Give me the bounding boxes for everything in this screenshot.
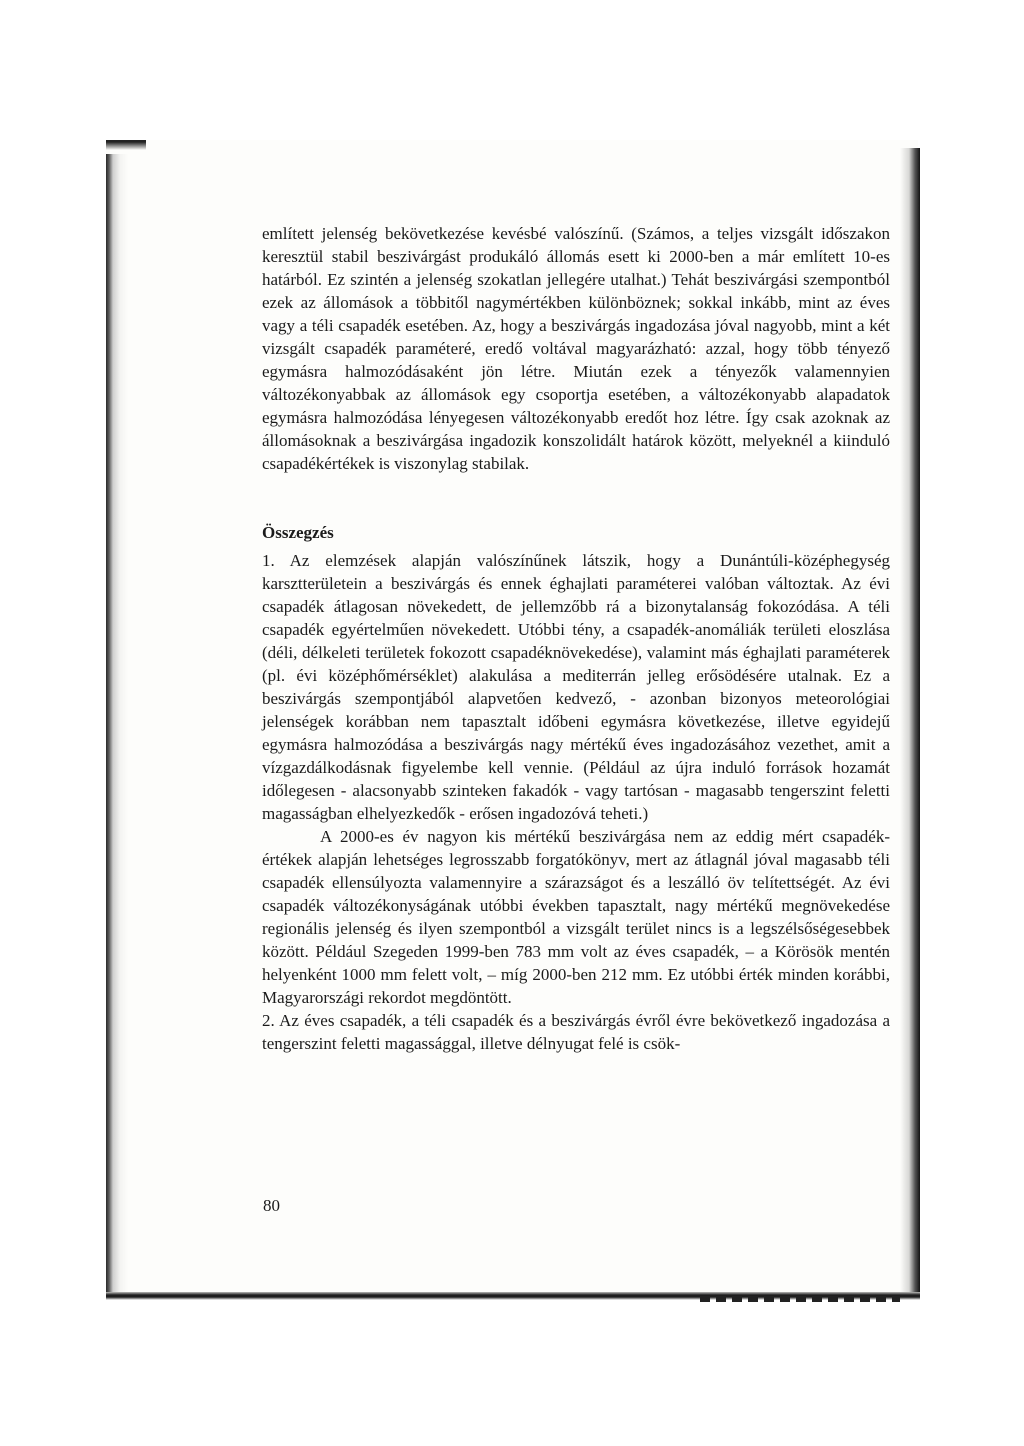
binding-shadow-left xyxy=(106,150,128,1298)
body-text xyxy=(262,222,890,1055)
page-number: 80 xyxy=(263,1196,280,1215)
section-heading-summary: Összegzés xyxy=(262,523,334,542)
page-edge-right xyxy=(900,148,920,1298)
paragraph-intro: említett jelenség bekövetkezése kevésbé valószínű. (Számos, a teljes vizsgált időszakon keresztül stabil beszivárgást produkáló állomás esett ki 2000-ben a már említett 10-es határból. Ez szintén a jelenség szokatlan jellegére utalhat.) Tehát beszivárgási szempontból ezek az állomások a többitől nagymértékben különböznek; sokkal inkább, mint az éves vagy a téli csapadék esetében. Az, hogy a beszivárgás ingadozása jóval nagyobb, mint a két vizsgált csapadék paraméteré, eredő voltával magyarázható: azzal, hogy több tényező egymásra halmozódásaként jön létre. Miután ezek a tényezők valamennyien változékonyabbak az állomások egy csoportja esetében, a változékonyabb alapadatok egymásra halmozódása lényegesen változékonyabb eredőt hoz létre. Így csak azoknak az állomásoknak a beszivárgása ingadozik konszolidált határok között, melyeknél a kiinduló csapadékértékek is viszonylag stabilak. xyxy=(262,224,890,473)
page-corner-shadow xyxy=(106,140,146,154)
paragraph-point-2: 2. Az éves csapadék, a téli csapadék és a beszivárgás évről évre bekövetkező ingadozása a tengerszint feletti magassággal, illetve délnyugat felé is csök- xyxy=(262,1011,890,1053)
page-edge-bottom-dash xyxy=(700,1296,900,1302)
summary-heading-wrap xyxy=(262,521,890,549)
paragraph-point-1-continued: A 2000-es év nagyon kis mértékű beszivárgása nem az eddig mért csapadék-értékek alapján lehetséges legrosszabb forgatókönyv, mert az átlagnál jóval magasabb téli csapadék ellensúlyozta valamennyire a szárazságot és a leszálló öv telítettségét. Az évi csapadék változékonyságának utóbbi években tapasztalt, nagy mértékű megnövekedése regionális jelenség és ilyen szempontból a vizsgált terület nincs is a legszélsőségesebbek között. Például Szegeden 1999-ben 783 mm volt az éves csapadék, – a Körösök mentén helyenként 1000 mm felett volt, – míg 2000-ben 212 mm. Ez utóbbi érték minden korábbi, Magyarországi rekordot megdöntött. xyxy=(262,827,890,1007)
paragraph-point-1: 1. Az elemzések alapján valószínűnek látszik, hogy a Dunántúli-középhegység karsztterületein a beszivárgás és ennek éghajlati paraméterei valóban változtak. Az évi csapadék átlagosan növekedett, de jellemzőbb rá a bizonytalanság fokozódása. A téli csapadék egyértelműen növekedett. Utóbbi tény, a csapadék-anomáliák területi eloszlása (déli, délkeleti területek fokozott csapadéknövekedése), valamint más éghajlati paraméterek (pl. évi középhőmérséklet) alakulása a mediterrán jelleg erősödésére utalnak. Ez a beszivárgás szempontjából alapvetően kedvező, - azonban bizonyos meteorológiai jelenségek korábban nem tapasztalt időbeni egymásra következése, illetve egyidejű egymásra halmozódása a beszivárgás nagy mértékű éves ingadozásához vezethet, amit a vízgazdálkodásnak figyelembe kell vennie. (Például az újra induló források hozamát időlegesen - alacsonyabb szinteken fakadók - vagy tartósan - magasabb tengerszint feletti magasságban elhelyezkedők - erősen ingadozóvá teheti.) xyxy=(262,551,890,823)
